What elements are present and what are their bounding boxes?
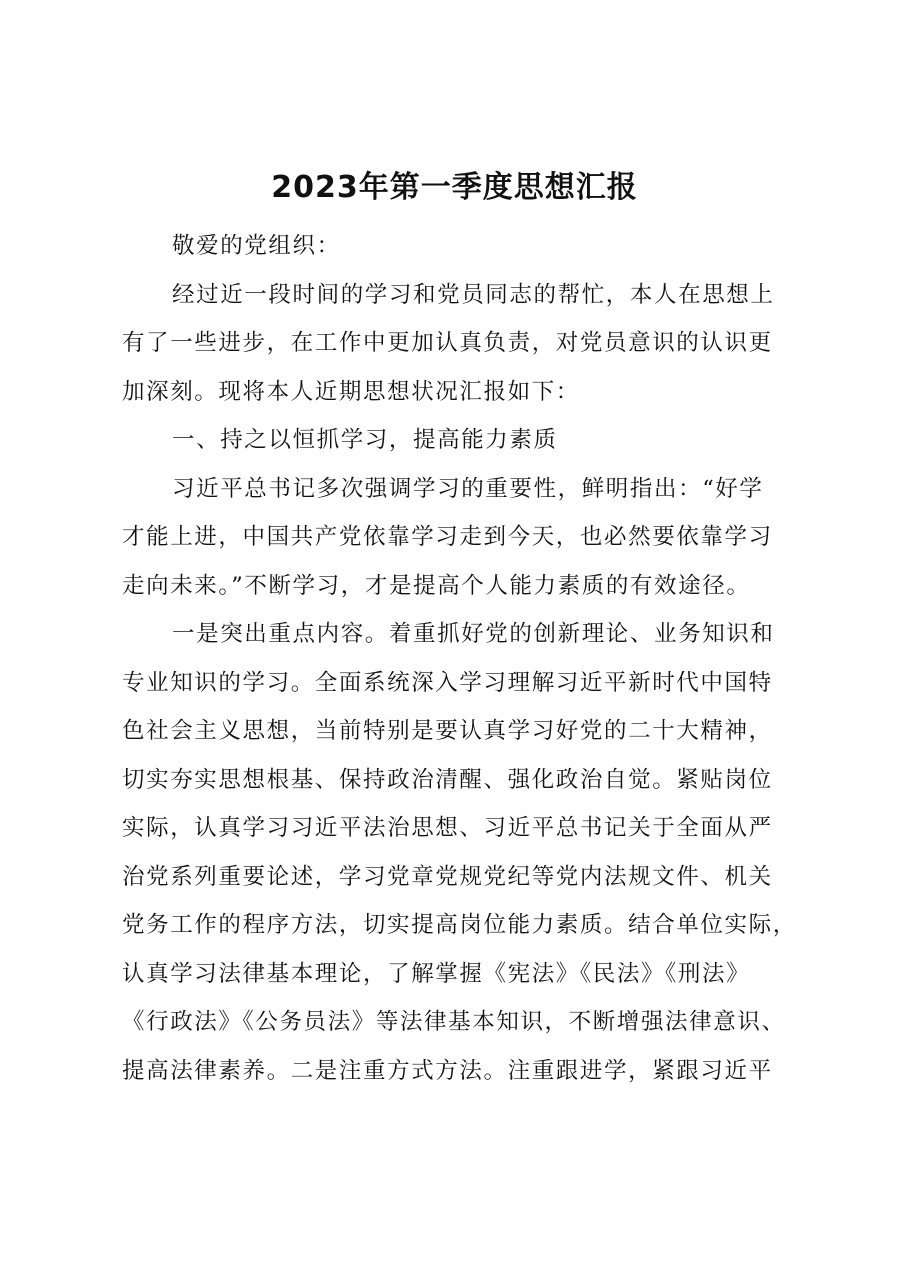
text-line: 一、持之以恒抓学习，提高能力素质: [172, 427, 558, 453]
text-line: 提高法律素养。二是注重方式方法。注重跟进学，紧跟习近平: [122, 1057, 773, 1084]
document-title: 2023年第一季度思想汇报: [271, 170, 638, 205]
text-line: 专业知识的学习。全面系统深入学习理解习近平新时代中国特: [122, 669, 773, 696]
text-line: 实际，认真学习习近平法治思想、习近平总书记关于全面从严: [122, 815, 773, 841]
text-line: 认真学习法律基本理论，了解掌握《宪法》《民法》《刑法》: [122, 960, 751, 987]
text-line: 才能上进，中国共产党依靠学习走到今天，也必然要依靠学习: [122, 524, 773, 550]
text-line: 敬爱的党组织：: [172, 233, 341, 259]
text-line: 经过近一段时间的学习和党员同志的帮忙，本人在思想上: [172, 281, 775, 308]
document-body: [122, 222, 797, 1095]
text-line: 习近平总书记多次强调学习的重要性，鲜明指出：“好学: [172, 475, 764, 502]
text-line: 治党系列重要论述，学习党章党规党纪等党内法规文件、机关: [122, 863, 773, 890]
text-line: 切实夯实思想根基、保持政治清醒、强化政治自觉。紧贴岗位: [122, 766, 773, 793]
text-line: 色社会主义思想，当前特别是要认真学习好党的二十大精神，: [122, 718, 773, 744]
text-line: 党务工作的程序方法，切实提高岗位能力素质。结合单位实际，: [122, 912, 797, 938]
text-line: 加深刻。现将本人近期思想状况汇报如下：: [122, 378, 580, 405]
text-line: 有了一些进步，在工作中更加认真负责，对党员意识的认识更: [122, 330, 773, 356]
text-line: 《行政法》《公务员法》等法律基本知识，不断增强法律意识、: [122, 1009, 786, 1035]
text-line: 走向未来。”不断学习，才是提高个人能力素质的有效途径。: [122, 572, 751, 599]
text-line: 一是突出重点内容。着重抓好党的创新理论、业务知识和: [172, 621, 775, 647]
